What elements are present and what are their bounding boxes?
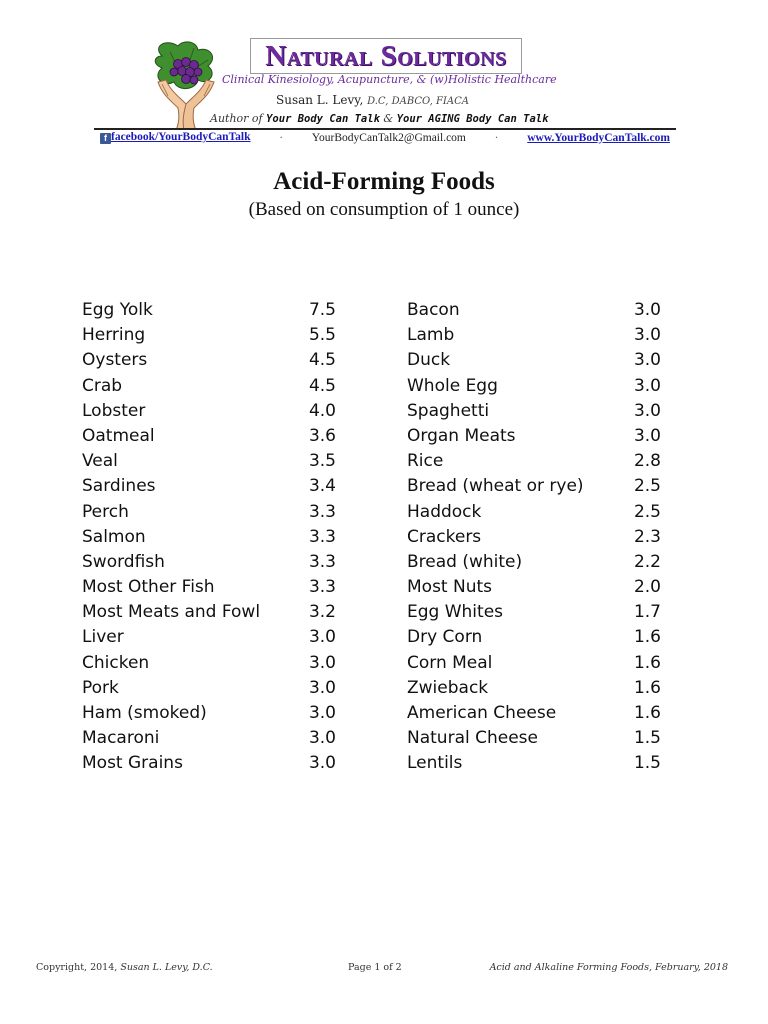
table-row bbox=[82, 751, 336, 776]
table-row bbox=[82, 701, 336, 726]
acid-value: 7.5 bbox=[308, 300, 336, 320]
facebook-link[interactable] bbox=[100, 131, 251, 144]
table-row bbox=[407, 424, 661, 449]
table-row bbox=[407, 348, 661, 373]
acid-value: 1.7 bbox=[633, 602, 661, 623]
table-row bbox=[82, 600, 336, 625]
acid-value: 3.3 bbox=[308, 526, 336, 547]
food-name: Natural Cheese bbox=[407, 728, 538, 749]
table-row bbox=[82, 525, 336, 550]
acid-value: 1.6 bbox=[633, 627, 661, 648]
page-subtitle: (Based on consumption of 1 ounce) bbox=[248, 199, 520, 220]
table-row bbox=[82, 348, 336, 373]
acid-value: 1.6 bbox=[633, 677, 661, 698]
acid-value: 2.5 bbox=[633, 501, 661, 522]
author-prefix: Author of bbox=[210, 112, 263, 125]
table-row bbox=[407, 651, 661, 676]
food-name: Haddock bbox=[407, 501, 482, 522]
acid-value: 1.6 bbox=[633, 703, 661, 723]
table-row bbox=[407, 525, 661, 550]
facebook-link-text: facebook/YourBodyCanTalk bbox=[111, 131, 251, 143]
food-name: Ham (smoked) bbox=[82, 703, 207, 723]
email-address[interactable]: YourBodyCanTalk2@Gmail.com bbox=[311, 131, 466, 144]
table-row bbox=[82, 323, 336, 348]
food-name: Dry Corn bbox=[407, 627, 483, 648]
food-name: Sardines bbox=[82, 476, 156, 497]
table-row bbox=[82, 550, 336, 575]
food-name: Most Other Fish bbox=[82, 577, 215, 598]
practitioner-credentials: D.C, DABCO, FIACA bbox=[367, 96, 469, 107]
acid-value: 3.2 bbox=[308, 602, 336, 623]
table-row bbox=[82, 449, 336, 474]
footer-page-number: Page 1 of 2 bbox=[348, 962, 402, 973]
food-name: Oysters bbox=[82, 350, 148, 371]
food-name: Corn Meal bbox=[407, 652, 493, 673]
food-name: Crackers bbox=[407, 526, 482, 547]
acid-value: 3.0 bbox=[633, 300, 661, 320]
acid-value: 3.0 bbox=[308, 703, 336, 723]
food-name: Rice bbox=[407, 451, 444, 472]
table-row bbox=[407, 474, 661, 499]
food-name: Most Meats and Fowl bbox=[82, 602, 261, 623]
contact-separator: · bbox=[494, 131, 499, 144]
footer-author: Susan L. Levy, D.C. bbox=[120, 962, 213, 973]
table-row bbox=[407, 600, 661, 625]
table-row bbox=[82, 651, 336, 676]
practitioner-name-line bbox=[276, 93, 469, 107]
acid-value: 2.0 bbox=[633, 577, 661, 598]
contact-bar bbox=[100, 131, 670, 144]
table-row bbox=[82, 424, 336, 449]
food-name: Most Nuts bbox=[407, 577, 493, 598]
acid-value: 2.2 bbox=[633, 551, 661, 572]
food-name: Duck bbox=[407, 350, 451, 371]
food-name: Crab bbox=[82, 375, 123, 396]
table-row bbox=[82, 298, 336, 323]
table-row bbox=[407, 550, 661, 575]
acid-value: 2.3 bbox=[633, 526, 661, 547]
food-name: Bread (white) bbox=[407, 551, 523, 572]
acid-value: 3.3 bbox=[308, 551, 336, 572]
food-name: Lobster bbox=[82, 400, 146, 421]
table-row bbox=[82, 625, 336, 650]
food-name: Perch bbox=[82, 501, 129, 522]
footer-copyright-text: Copyright, 2014, bbox=[36, 962, 118, 973]
practitioner-name: Susan L. Levy, bbox=[276, 93, 364, 107]
food-name: Whole Egg bbox=[407, 375, 498, 396]
table-row bbox=[82, 374, 336, 399]
table-row bbox=[407, 676, 661, 701]
acid-value: 3.0 bbox=[633, 350, 661, 371]
food-name: Swordfish bbox=[82, 551, 165, 572]
food-name: Macaroni bbox=[82, 728, 160, 749]
food-name: Lamb bbox=[407, 325, 455, 346]
author-line bbox=[210, 112, 548, 125]
food-name: Pork bbox=[82, 677, 119, 698]
table-row bbox=[82, 726, 336, 751]
acid-value: 4.0 bbox=[308, 400, 336, 421]
practice-tagline: Clinical Kinesiology, Acupuncture, & (w)Holistic Healthcare bbox=[222, 73, 557, 86]
contact-separator: · bbox=[279, 131, 284, 144]
food-name: Chicken bbox=[82, 652, 150, 673]
table-row bbox=[407, 449, 661, 474]
facebook-icon: f bbox=[100, 133, 111, 144]
acid-value: 2.5 bbox=[633, 476, 661, 497]
food-name: Liver bbox=[82, 627, 124, 648]
acid-value: 4.5 bbox=[308, 350, 336, 371]
page-title: Acid-Forming Foods bbox=[273, 168, 495, 195]
acid-value: 3.0 bbox=[633, 325, 661, 346]
table-row bbox=[407, 625, 661, 650]
acid-value: 1.5 bbox=[633, 753, 661, 774]
food-name: Egg Whites bbox=[407, 602, 504, 623]
food-list-left bbox=[82, 298, 336, 777]
food-name: Most Grains bbox=[82, 753, 183, 774]
ampersand: & bbox=[383, 112, 394, 125]
food-name: Veal bbox=[82, 451, 118, 472]
footer-copyright bbox=[36, 962, 213, 973]
acid-value: 2.8 bbox=[633, 451, 661, 472]
book-title-1: Your Body Can Talk bbox=[266, 113, 380, 125]
header-divider bbox=[94, 128, 676, 130]
table-row bbox=[82, 500, 336, 525]
acid-value: 5.5 bbox=[308, 325, 336, 346]
acid-value: 1.5 bbox=[633, 728, 661, 749]
acid-value: 4.5 bbox=[308, 375, 336, 396]
website-link[interactable]: www.YourBodyCanTalk.com bbox=[527, 131, 670, 144]
acid-value: 3.0 bbox=[633, 425, 661, 446]
acid-value: 3.0 bbox=[308, 652, 336, 673]
food-name: Salmon bbox=[82, 526, 146, 547]
table-row bbox=[82, 575, 336, 600]
brand-name: Natural Solutions bbox=[265, 39, 507, 72]
food-name: Zwieback bbox=[407, 677, 489, 698]
table-row bbox=[82, 399, 336, 424]
acid-value: 3.0 bbox=[633, 375, 661, 396]
acid-value: 3.6 bbox=[308, 425, 336, 446]
table-row bbox=[407, 701, 661, 726]
acid-value: 3.3 bbox=[308, 577, 336, 598]
acid-value: 3.0 bbox=[308, 677, 336, 698]
food-name: Spaghetti bbox=[407, 400, 490, 421]
food-name: Bacon bbox=[407, 300, 460, 320]
acid-value: 3.4 bbox=[308, 476, 336, 497]
table-row bbox=[407, 726, 661, 751]
footer-doc-info: Acid and Alkaline Forming Foods, February, 2018 bbox=[489, 962, 728, 973]
food-name: Egg Yolk bbox=[82, 300, 153, 320]
table-row bbox=[82, 676, 336, 701]
acid-value: 1.6 bbox=[633, 652, 661, 673]
table-row bbox=[82, 474, 336, 499]
table-row bbox=[407, 374, 661, 399]
acid-value: 3.3 bbox=[308, 501, 336, 522]
food-name: Lentils bbox=[407, 753, 463, 774]
table-row bbox=[407, 575, 661, 600]
brand-logo bbox=[250, 38, 522, 74]
food-name: American Cheese bbox=[407, 703, 557, 723]
acid-value: 3.0 bbox=[308, 728, 336, 749]
food-list-right bbox=[407, 298, 661, 777]
acid-value: 3.0 bbox=[308, 627, 336, 648]
book-title-2: Your AGING Body Can Talk bbox=[396, 113, 549, 125]
acid-value: 3.0 bbox=[633, 400, 661, 421]
table-row bbox=[407, 323, 661, 348]
acid-value: 3.5 bbox=[308, 451, 336, 472]
food-name: Herring bbox=[82, 325, 146, 346]
food-name: Organ Meats bbox=[407, 425, 516, 446]
food-name: Bread (wheat or rye) bbox=[407, 476, 584, 497]
table-row bbox=[407, 500, 661, 525]
table-row bbox=[407, 399, 661, 424]
food-name: Oatmeal bbox=[82, 425, 155, 446]
table-row bbox=[407, 298, 661, 323]
table-row bbox=[407, 751, 661, 776]
acid-value: 3.0 bbox=[308, 753, 336, 774]
